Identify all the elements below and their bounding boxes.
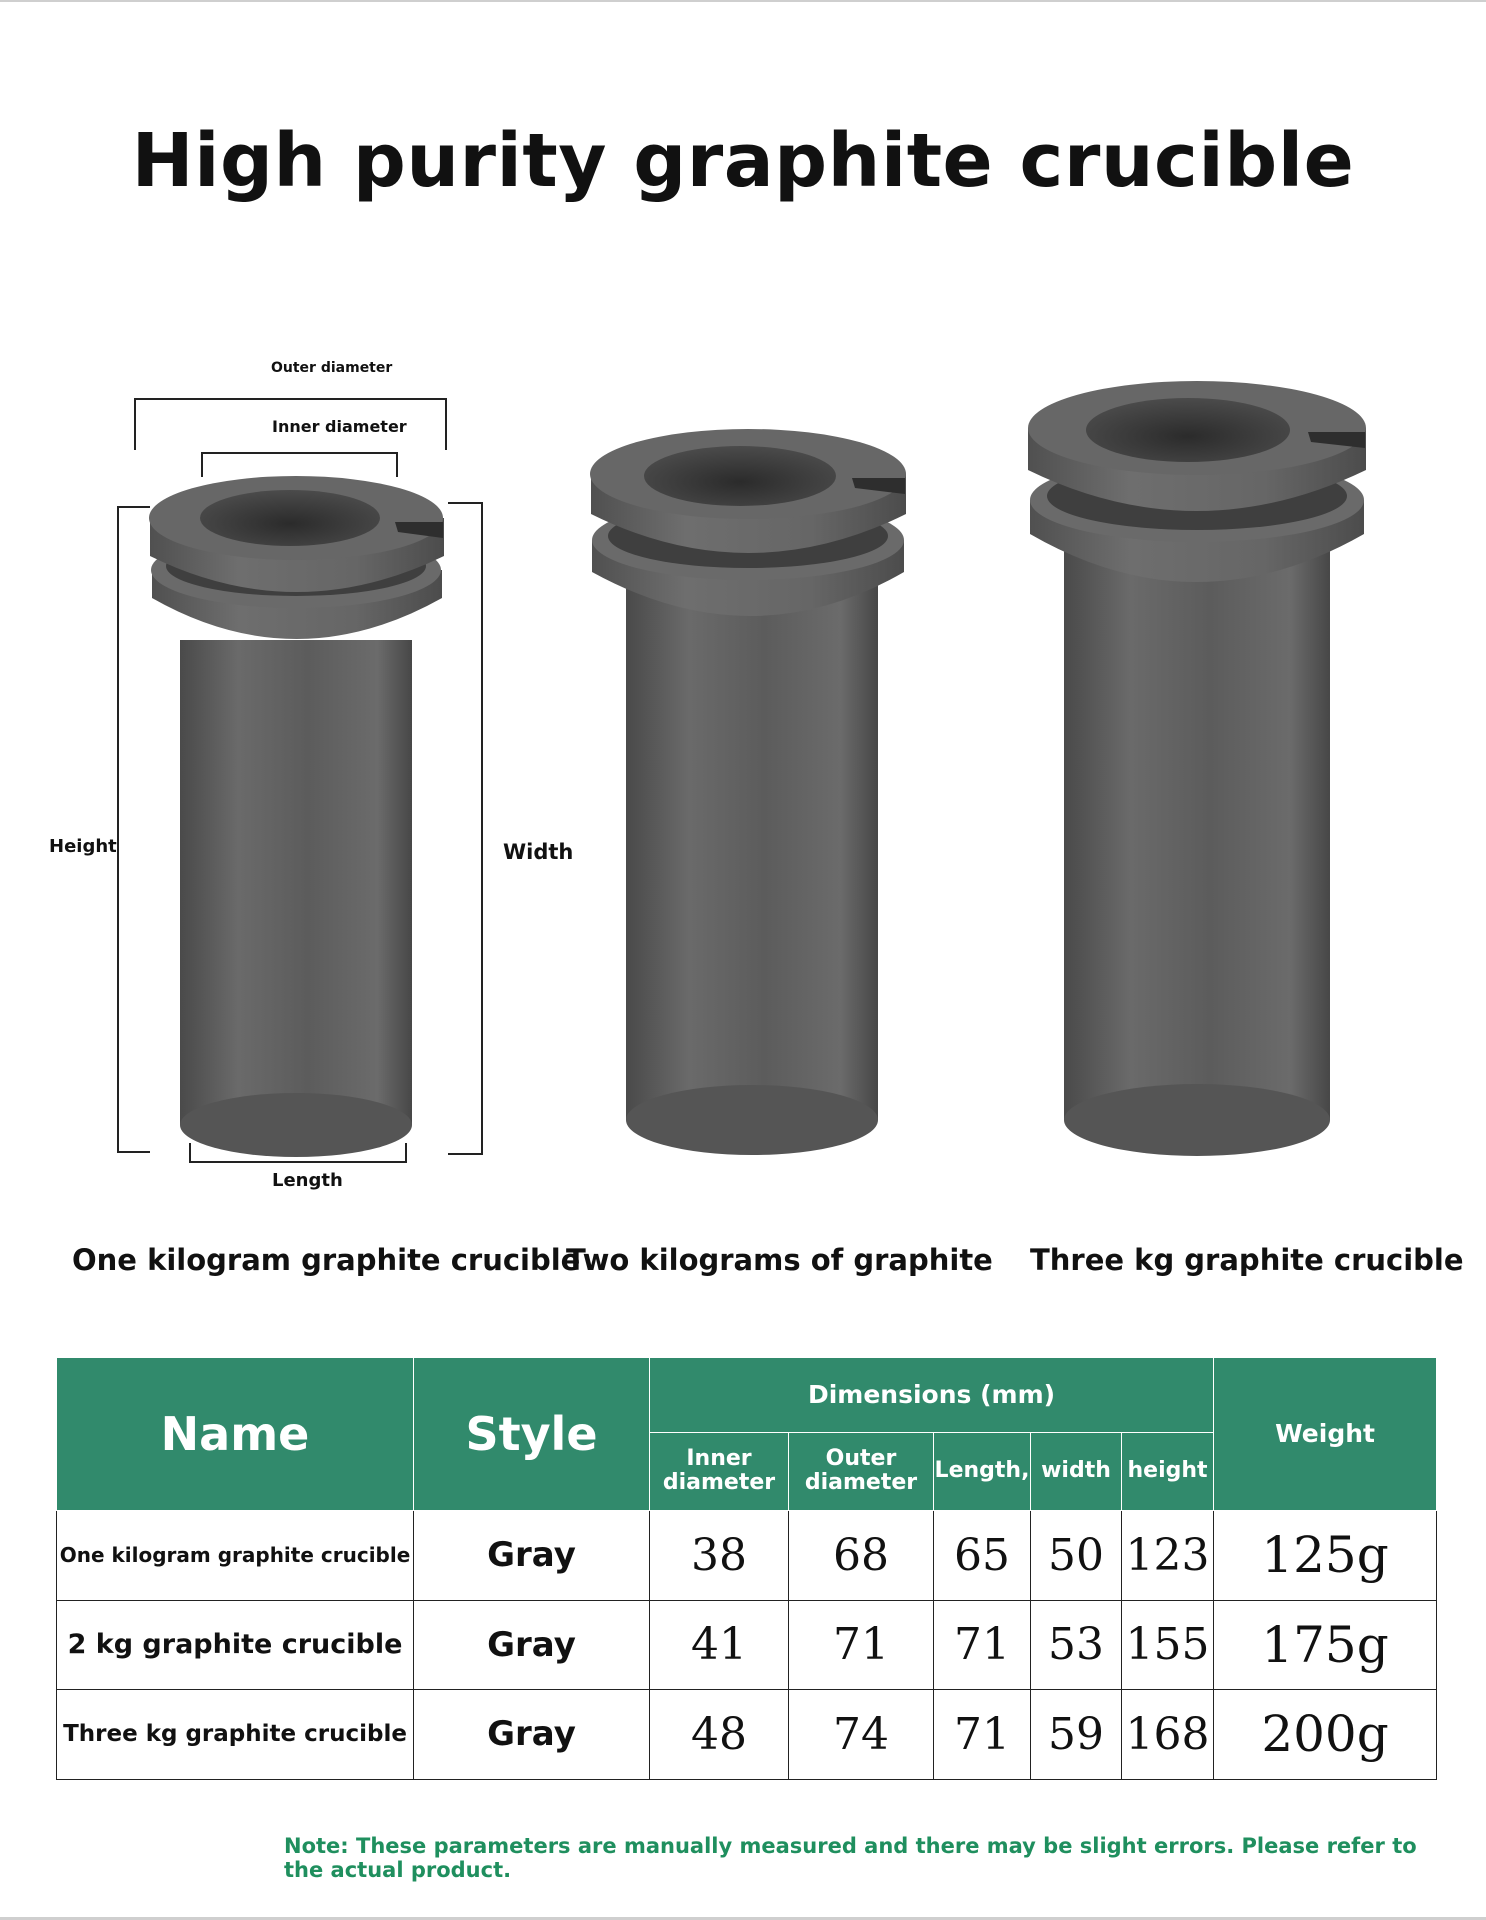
table-row: [57, 1600, 1437, 1689]
caption-3kg: Three kg graphite crucible: [1030, 1243, 1464, 1277]
row-outer-diameter: 68: [789, 1510, 934, 1600]
row-weight: 125g: [1214, 1510, 1437, 1600]
crucible-3kg-image: [1028, 381, 1366, 1156]
row-outer-diameter: 71: [789, 1600, 934, 1689]
height-label: Height: [49, 836, 117, 857]
crucible-1kg-image: [149, 476, 444, 1157]
row-name: 2 kg graphite crucible: [57, 1600, 414, 1689]
row-length: 71: [934, 1600, 1031, 1689]
caption-1kg: One kilogram graphite crucible: [72, 1243, 581, 1277]
row-height: 168: [1122, 1689, 1214, 1779]
row-name: Three kg graphite crucible: [57, 1689, 414, 1779]
row-inner-diameter: 41: [650, 1600, 789, 1689]
row-style: Gray: [414, 1689, 650, 1779]
header-outer-diameter: Outer diameter: [789, 1432, 934, 1510]
header-weight: Weight: [1214, 1358, 1437, 1510]
row-width: 50: [1031, 1510, 1122, 1600]
row-height: 155: [1122, 1600, 1214, 1689]
row-height: 123: [1122, 1510, 1214, 1600]
outer-diameter-label: Outer diameter: [271, 360, 393, 376]
row-length: 71: [934, 1689, 1031, 1779]
header-length: Length,: [934, 1432, 1031, 1510]
table-row: [57, 1689, 1437, 1779]
row-width: 59: [1031, 1689, 1122, 1779]
header-width: width: [1031, 1432, 1122, 1510]
row-length: 65: [934, 1510, 1031, 1600]
row-inner-diameter: 38: [650, 1510, 789, 1600]
header-height: height: [1122, 1432, 1214, 1510]
row-outer-diameter: 74: [789, 1689, 934, 1779]
crucible-2kg-image: [590, 429, 906, 1155]
header-style: Style: [414, 1358, 650, 1510]
row-style: Gray: [414, 1510, 650, 1600]
row-weight: 200g: [1214, 1689, 1437, 1779]
length-label: Length: [272, 1170, 343, 1191]
header-dimensions: Dimensions (mm): [650, 1358, 1214, 1432]
width-label: Width: [503, 840, 574, 864]
disclaimer-note: Note: These parameters are manually measured and there may be slight errors. Please refer to the actual product.: [284, 1834, 1417, 1882]
row-weight: 175g: [1214, 1600, 1437, 1689]
table-row: [57, 1510, 1437, 1600]
row-name: One kilogram graphite crucible: [57, 1510, 414, 1600]
row-width: 53: [1031, 1600, 1122, 1689]
header-inner-diameter: Inner diameter: [650, 1432, 789, 1510]
row-inner-diameter: 48: [650, 1689, 789, 1779]
header-name: Name: [57, 1358, 414, 1510]
row-style: Gray: [414, 1600, 650, 1689]
caption-2kg: Two kilograms of graphite: [566, 1243, 993, 1277]
page-title: High purity graphite crucible: [131, 118, 1355, 204]
inner-diameter-label: Inner diameter: [272, 417, 407, 436]
spec-table: [56, 1358, 1437, 1780]
